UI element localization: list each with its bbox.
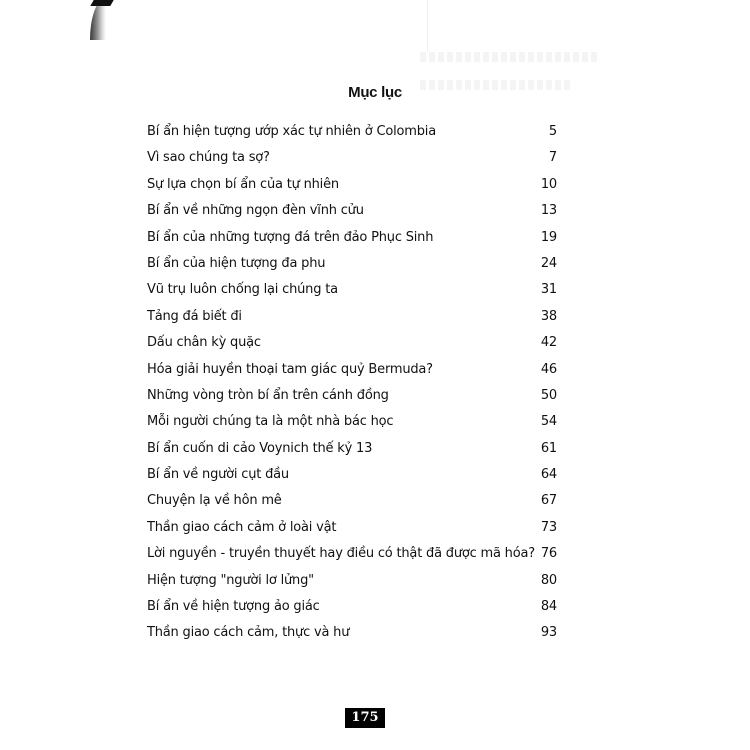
toc-entry-page: 84 bbox=[540, 599, 557, 615]
toc-entry-page: 24 bbox=[540, 255, 557, 271]
page-title: Mục lục bbox=[348, 84, 402, 102]
toc-entry-title: Vì sao chúng ta sợ? bbox=[147, 150, 270, 166]
page-edge-line bbox=[427, 0, 428, 60]
toc-entry-page: 67 bbox=[540, 493, 557, 509]
toc-entry bbox=[147, 335, 557, 361]
toc-entry-page: 76 bbox=[540, 546, 557, 562]
toc-entry bbox=[147, 309, 557, 335]
toc-entry-title: Bí ẩn về người cụt đầu bbox=[147, 467, 289, 483]
toc-entry-title: Hiện tượng "người lơ lửng" bbox=[147, 572, 314, 588]
toc-entry-page: 38 bbox=[540, 308, 557, 324]
page-curl-shadow bbox=[90, 0, 106, 40]
toc-entry-page: 46 bbox=[540, 361, 557, 377]
toc-entry bbox=[147, 177, 557, 203]
toc-entry-page: 64 bbox=[540, 467, 557, 483]
table-of-contents bbox=[147, 124, 557, 652]
toc-entry-title: Hóa giải huyền thoại tam giác quỷ Bermuda? bbox=[147, 361, 433, 377]
page-number-badge: 175 bbox=[345, 708, 385, 728]
toc-entry bbox=[147, 203, 557, 229]
toc-entry-page: 10 bbox=[540, 176, 557, 192]
toc-entry bbox=[147, 493, 557, 519]
toc-entry-page: 93 bbox=[540, 625, 557, 641]
page-curl-edge bbox=[90, 0, 113, 6]
toc-entry-title: Tảng đá biết đi bbox=[147, 308, 242, 324]
toc-entry-title: Mỗi người chúng ta là một nhà bác học bbox=[147, 414, 394, 430]
toc-entry bbox=[147, 546, 557, 572]
toc-entry bbox=[147, 520, 557, 546]
toc-entry bbox=[147, 282, 557, 308]
toc-entry-page: 31 bbox=[540, 282, 557, 298]
toc-entry-title: Bí ẩn về những ngọn đèn vĩnh cửu bbox=[147, 203, 364, 219]
toc-entry-page: 42 bbox=[540, 335, 557, 351]
toc-entry bbox=[147, 362, 557, 388]
toc-entry bbox=[147, 388, 557, 414]
toc-entry-title: Bí ẩn hiện tượng ướp xác tự nhiên ở Colombia bbox=[147, 124, 436, 139]
toc-entry-page: 13 bbox=[540, 203, 557, 219]
toc-entry-title: Dấu chân kỳ quặc bbox=[147, 335, 261, 351]
toc-entry-title: Bí ẩn của hiện tượng đa phu bbox=[147, 255, 326, 271]
toc-entry bbox=[147, 150, 557, 176]
toc-entry bbox=[147, 599, 557, 625]
toc-entry bbox=[147, 414, 557, 440]
toc-entry bbox=[147, 573, 557, 599]
toc-entry-title: Thần giao cách cảm, thực và hư bbox=[147, 625, 350, 641]
toc-entry-title: Bí ẩn về hiện tượng ảo giác bbox=[147, 599, 320, 615]
toc-entry-page: 50 bbox=[540, 387, 557, 403]
toc-entry-title: Những vòng tròn bí ẩn trên cánh đồng bbox=[147, 387, 389, 403]
toc-entry-title: Bí ẩn cuốn di cảo Voynich thế kỷ 13 bbox=[147, 440, 373, 456]
toc-entry bbox=[147, 467, 557, 493]
toc-entry bbox=[147, 441, 557, 467]
toc-entry bbox=[147, 256, 557, 282]
toc-entry-page: 5 bbox=[548, 124, 557, 139]
toc-entry-page: 61 bbox=[540, 440, 557, 456]
toc-entry bbox=[147, 625, 557, 651]
toc-entry-title: Chuyện lạ về hôn mê bbox=[147, 493, 282, 509]
toc-entry-title: Vũ trụ luôn chống lại chúng ta bbox=[147, 282, 338, 298]
toc-entry-title: Lời nguyền - truyền thuyết hay điều có thật đã được mã hóa? bbox=[147, 546, 535, 562]
toc-entry-page: 7 bbox=[548, 150, 557, 166]
toc-entry-page: 19 bbox=[540, 229, 557, 245]
toc-entry-title: Bí ẩn của những tượng đá trên đảo Phục Sinh bbox=[147, 229, 434, 245]
toc-entry-page: 54 bbox=[540, 414, 557, 430]
bleed-through-text bbox=[420, 52, 600, 62]
toc-entry bbox=[147, 230, 557, 256]
toc-entry-title: Thần giao cách cảm ở loài vật bbox=[147, 519, 337, 535]
toc-entry bbox=[147, 124, 557, 150]
toc-entry-page: 80 bbox=[540, 572, 557, 588]
toc-entry-title: Sự lựa chọn bí ẩn của tự nhiên bbox=[147, 176, 339, 192]
toc-entry-page: 73 bbox=[540, 519, 557, 535]
